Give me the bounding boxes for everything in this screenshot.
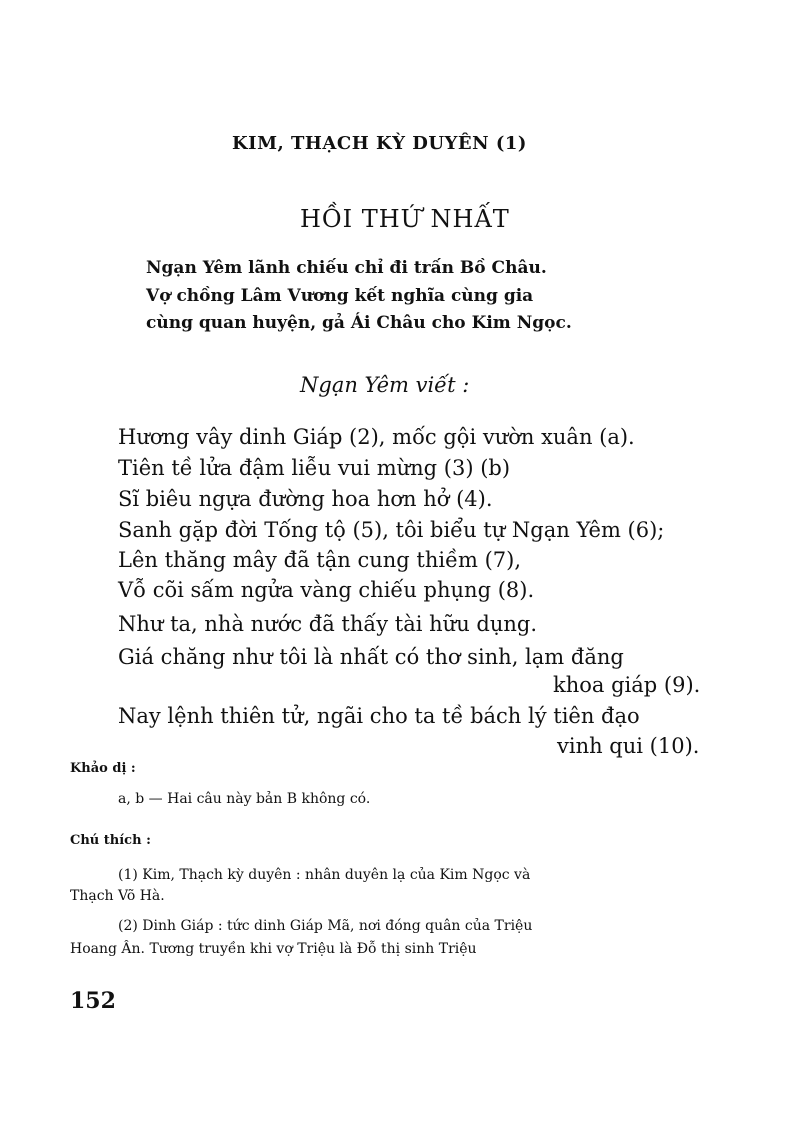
footnote-line: Hoang Ân. Tương truyền khi vợ Triệu là Đỗ thị sinh Triệu: [70, 941, 477, 957]
verse-line-continuation: khoa giáp (9).: [553, 673, 701, 697]
page-number: 152: [70, 988, 116, 1014]
footnote-line: (2) Dinh Giáp : tức dinh Giáp Mã, nơi đóng quân của Triệu: [118, 918, 533, 934]
chu-thich-heading: Chú thích :: [70, 833, 151, 848]
summary-line-3: cùng quan huyện, gả Ái Châu cho Kim Ngọc.: [146, 313, 572, 333]
verse-line: Tiên tề lửa đậm liễu vui mừng (3) (b): [118, 456, 511, 480]
author-line: Ngạn Yêm viết :: [300, 373, 470, 397]
verse-line: Lên thăng mây đã tận cung thiềm (7),: [118, 548, 522, 572]
khao-di-text: a, b — Hai câu này bản B không có.: [118, 791, 371, 807]
page-title: KIM, THẠCH KỲ DUYÊN (1): [232, 133, 527, 154]
summary-line-1: Ngạn Yêm lãnh chiếu chỉ đi trấn Bồ Châu.: [146, 258, 547, 278]
verse-line: Hương vây dinh Giáp (2), mốc gội vườn xuân (a).: [118, 425, 635, 449]
summary-line-2: Vợ chồng Lâm Vương kết nghĩa cùng gia: [146, 286, 534, 306]
chapter-heading: HỒI THỨ NHẤT: [300, 205, 510, 233]
verse-line: Giá chăng như tôi là nhất có thơ sinh, lạm đăng: [118, 645, 624, 669]
verse-line-continuation: vinh qui (10).: [557, 734, 700, 758]
verse-line: Nay lệnh thiên tử, ngãi cho ta tề bách lý tiên đạo: [118, 704, 640, 728]
verse-line: Sĩ biêu ngựa đường hoa hơn hở (4).: [118, 487, 493, 511]
footnote-line: Thạch Võ Hà.: [70, 888, 165, 904]
verse-line: Sanh gặp đời Tống tộ (5), tôi biểu tự Ngạn Yêm (6);: [118, 518, 665, 542]
verse-line: Như ta, nhà nước đã thấy tài hữu dụng.: [118, 612, 538, 636]
verse-line: Vỗ cõi sấm ngửa vàng chiếu phụng (8).: [118, 578, 535, 602]
khao-di-heading: Khảo dị :: [70, 761, 136, 776]
footnote-line: (1) Kim, Thạch kỳ duyên : nhân duyên lạ của Kim Ngọc và: [118, 867, 531, 883]
